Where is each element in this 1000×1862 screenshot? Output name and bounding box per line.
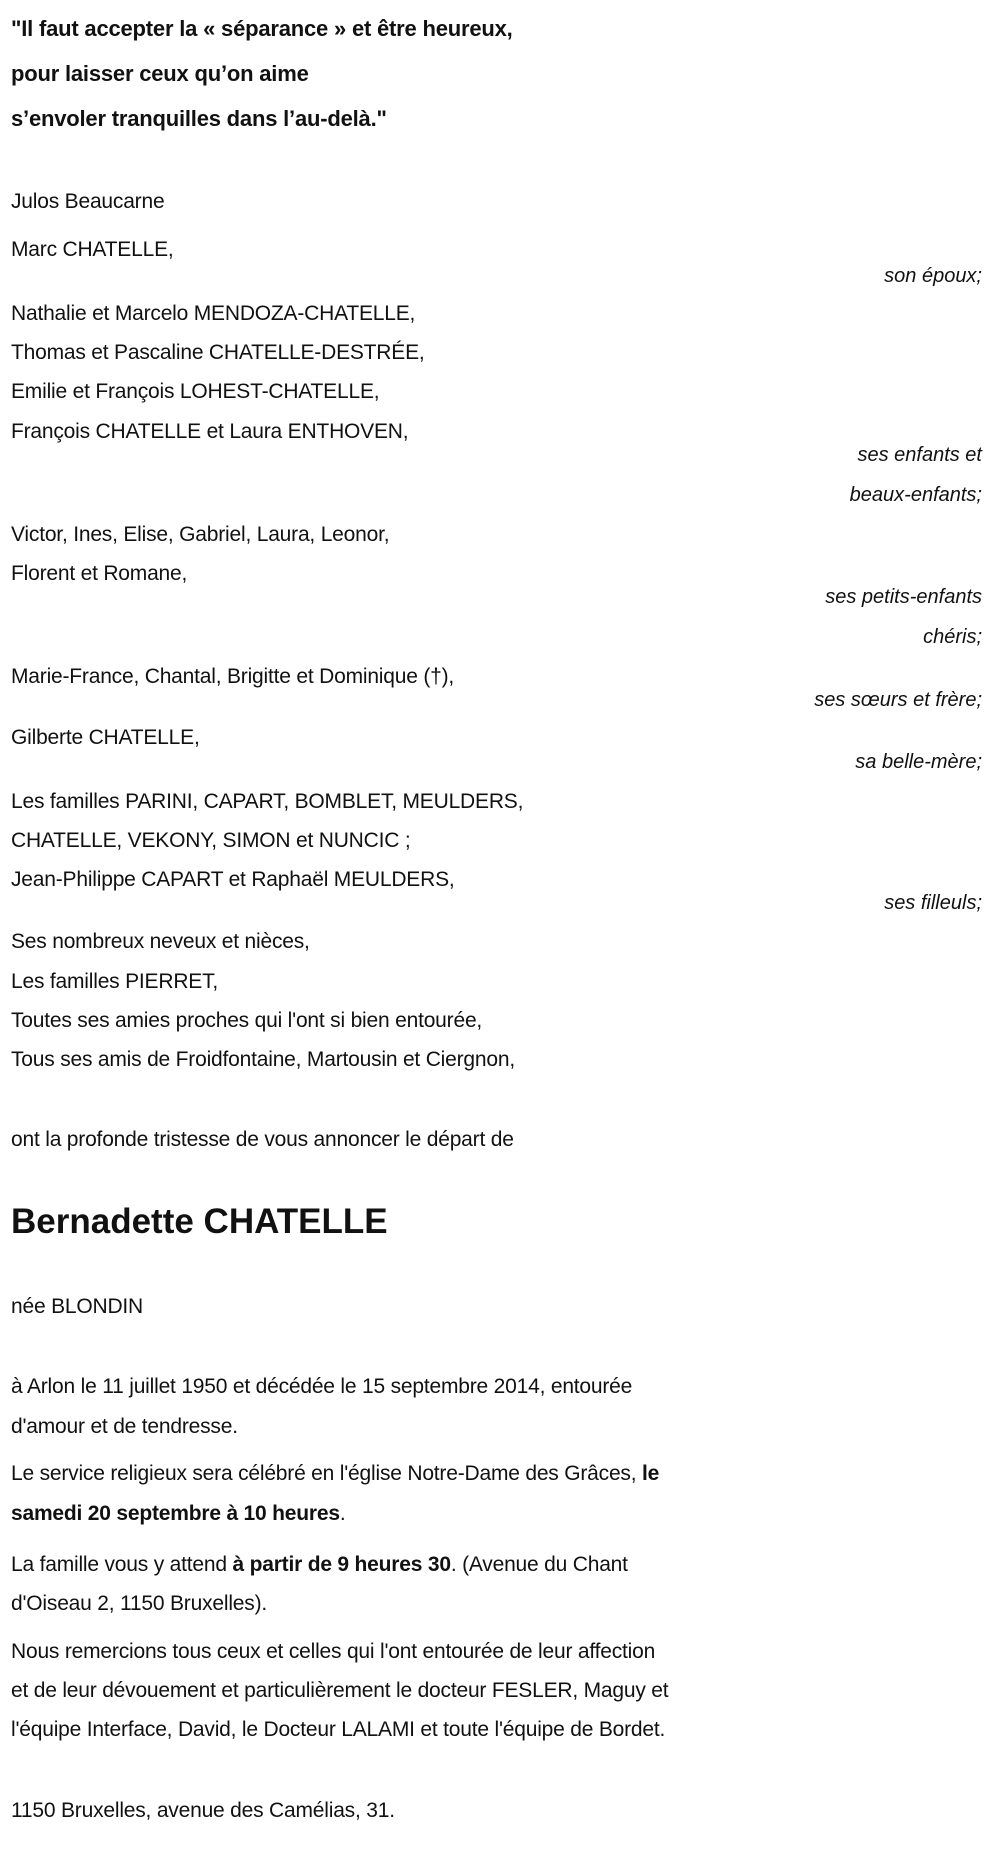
siblings: Marie-France, Chantal, Brigitte et Dominique (†), — [11, 665, 455, 688]
siblings-role: ses sœurs et frère; — [814, 689, 982, 711]
deceased-name: Bernadette CHATELLE — [11, 1202, 388, 1241]
quote-author: Julos Beaucarne — [11, 190, 165, 213]
grandchildren-role: chéris; — [923, 626, 982, 648]
other-relatives: Tous ses amis de Froidfontaine, Martousin et Ciergnon, — [11, 1048, 515, 1071]
child: Nathalie et Marcelo MENDOZA-CHATELLE, — [11, 302, 416, 325]
godchildren-role: ses filleuls; — [884, 892, 982, 914]
mother-in-law-role: sa belle-mère; — [855, 751, 982, 773]
godchildren: Jean-Philippe CAPART et Raphaël MEULDERS, — [11, 868, 455, 891]
children-role: beaux-enfants; — [849, 484, 982, 506]
husband-role: son époux; — [884, 265, 982, 287]
husband: Marc CHATELLE, — [11, 238, 174, 261]
quote-line: pour laisser ceux qu’on aime — [11, 61, 309, 86]
visitation-address: d'Oiseau 2, 1150 Bruxelles). — [11, 1592, 267, 1615]
visitation-text: La famille vous y attend — [11, 1553, 233, 1576]
quote-line: s’envoler tranquilles dans l’au-delà." — [11, 106, 387, 131]
godchildren: CHATELLE, VEKONY, SIMON et NUNCIC ; — [11, 829, 411, 852]
grandchildren-role: ses petits-enfants — [825, 586, 982, 608]
thanks-line: Nous remercions tous ceux et celles qui l'ont entourée de leur affection — [11, 1640, 656, 1663]
punctuation: . — [339, 1502, 346, 1525]
home-address: 1150 Bruxelles, avenue des Camélias, 31. — [11, 1799, 395, 1822]
other-relatives: Toutes ses amies proches qui l'ont si bien entourée, — [11, 1009, 483, 1032]
announcement: ont la profonde tristesse de vous annoncer le départ de — [11, 1128, 514, 1151]
other-relatives: Ses nombreux neveux et nièces, — [11, 930, 310, 953]
birth-death-line: d'amour et de tendresse. — [11, 1415, 238, 1438]
grandchildren: Florent et Romane, — [11, 562, 188, 585]
children-role: ses enfants et — [857, 444, 982, 466]
thanks-line: l'équipe Interface, David, le Docteur LALAMI et toute l'équipe de Bordet. — [11, 1718, 666, 1741]
quote-line: "Il faut accepter la « séparance » et être heureux, — [11, 16, 513, 41]
child: Emilie et François LOHEST-CHATELLE, — [11, 380, 380, 403]
service-line — [11, 1501, 345, 1527]
service-date: le — [642, 1462, 660, 1485]
mother-in-law: Gilberte CHATELLE, — [11, 726, 200, 749]
grandchildren: Victor, Ines, Elise, Gabriel, Laura, Leonor, — [11, 523, 390, 546]
birth-death-line: à Arlon le 11 juillet 1950 et décédée le 15 septembre 2014, entourée — [11, 1375, 633, 1398]
child: Thomas et Pascaline CHATELLE-DESTRÉE, — [11, 341, 425, 364]
godchildren: Les familles PARINI, CAPART, BOMBLET, MEULDERS, — [11, 790, 524, 813]
child: François CHATELLE et Laura ENTHOVEN, — [11, 420, 409, 443]
thanks-line: et de leur dévouement et particulièrement le docteur FESLER, Maguy et — [11, 1679, 669, 1702]
visitation-text: . (Avenue du Chant — [450, 1553, 628, 1576]
visitation-line — [11, 1552, 628, 1578]
maiden-name: née BLONDIN — [11, 1295, 144, 1318]
other-relatives: Les familles PIERRET, — [11, 970, 219, 993]
service-line — [11, 1461, 659, 1487]
visitation-time: à partir de 9 heures 30 — [232, 1553, 451, 1576]
service-date: samedi 20 septembre à 10 heures — [11, 1502, 340, 1525]
service-text: Le service religieux sera célébré en l'église Notre-Dame des Grâces, — [11, 1462, 642, 1485]
